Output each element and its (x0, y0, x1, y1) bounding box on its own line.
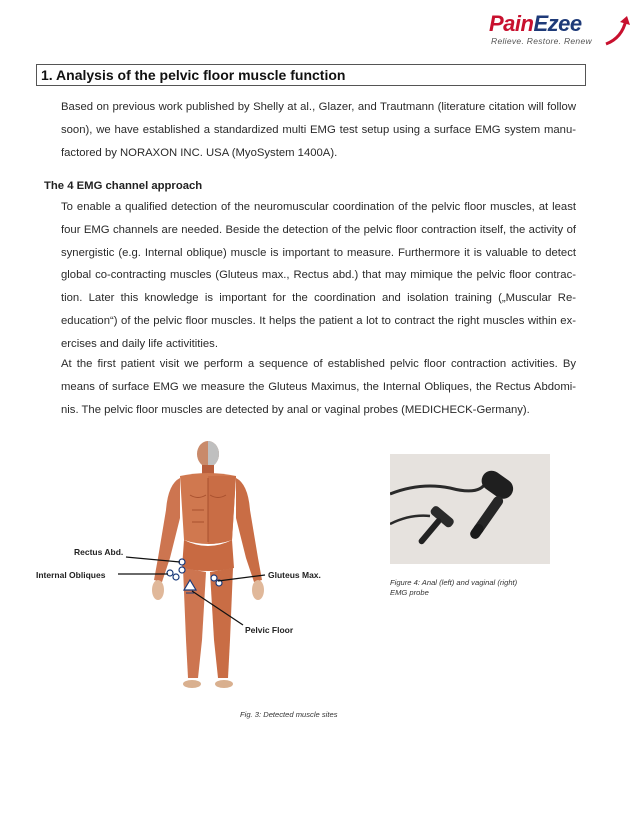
visit-paragraph: At the first patient visit we perform a sequence of established pelvic floor contraction activities. By means of surface EMG we measure the Gluteus Maximus, the Internal Obliques, the Rectus Abdomi-nis. The pelvic floor muscles are detected by anal or vaginal probes (MEDICHECK-Germany). (61, 358, 576, 416)
label-gluteus-max: Gluteus Max. (268, 570, 321, 580)
logo-pain-text: Pain (489, 11, 534, 36)
intro-paragraph: Based on previous work published by Shelly at al., Glazer, and Trautmann (literature citation will follow soon), we have established a standardized multi EMG test setup using a surface EMG system manu-factored by NORAXON INC. USA (MyoSystem 1400A). (61, 101, 576, 159)
section-title: 1. Analysis of the pelvic floor muscle function (41, 67, 346, 83)
label-internal-obliques: Internal Obliques (36, 570, 106, 580)
emg-probe-photo (390, 454, 550, 564)
label-rectus-abd: Rectus Abd. (74, 547, 124, 557)
figure4-caption-line2: EMG probe (390, 588, 429, 597)
logo-ezee-text: Ezee (533, 11, 582, 36)
figure3-caption: Fig. 3: Detected muscle sites (240, 710, 338, 719)
channel-paragraph: To enable a qualified detection of the neuromuscular coordination of the pelvic floor muscles, at least four EMG channels are needed. Beside the detection of the pelvic floor contraction itself, the activity of synergistic (e.g. Internal oblique) muscle is important to measure. Furthermore it is valuable to detect global co-contracting muscles (Gluteus max., Rectus abd.) that may mimique the pelvic floor contrac-tion. Later this knowledge is important for the coordination and isolation training („Muscular Re-education“) of the pelvic floor muscles. It helps the patient a lot to contract the right muscles within ex-ercises and daily life activitities. (61, 201, 576, 350)
label-pelvic-floor: Pelvic Floor (245, 625, 294, 635)
logo-tagline: Relieve. Restore. Renew (491, 36, 592, 46)
figure4-caption-line1: Figure 4: Anal (left) and vaginal (right) (390, 578, 518, 587)
subheading-emg-approach: The 4 EMG channel approach (44, 180, 203, 192)
